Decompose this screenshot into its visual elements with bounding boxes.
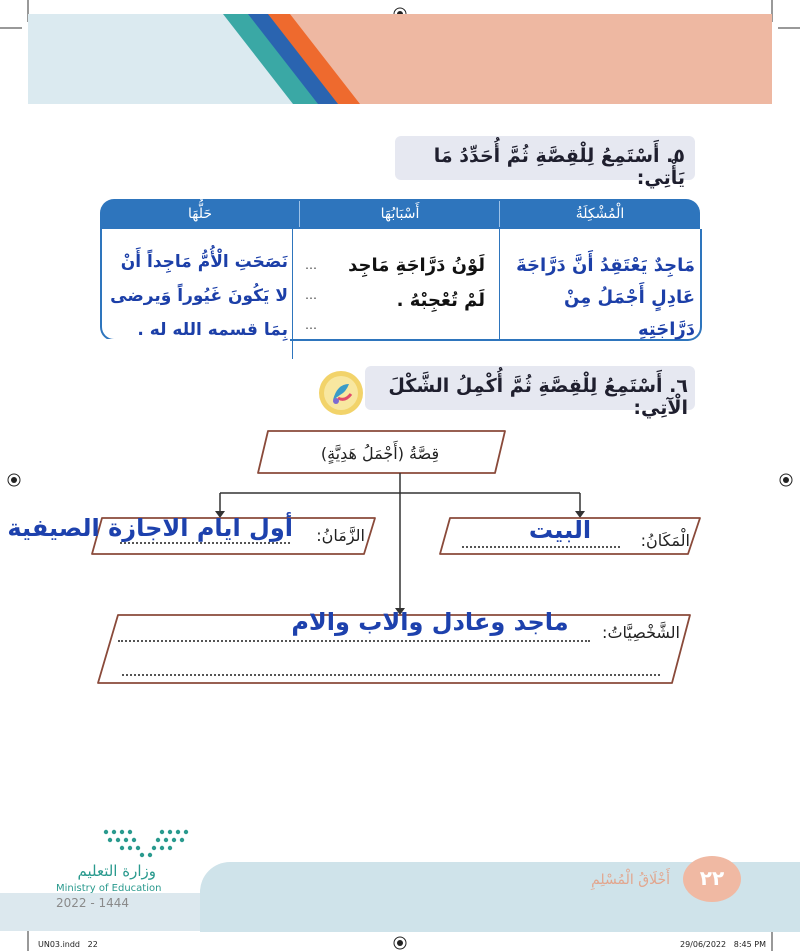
section5-title: ٥. أَسْتَمِعُ لِلْقِصَّةِ ثُمَّ أُحَدِّدُ مَا يَأْتِي: <box>433 145 685 189</box>
problem-cell: مَاجِدٌ يَعْتَقِدُ أَنَّ دَرَّاجَةَ عَادِلٍ أَجْمَلُ مِنْ دَرَّاجَتِهِ <box>516 255 695 340</box>
place-answer: البيت <box>528 516 592 544</box>
characters-answer: ماجد وعادل والاب والام <box>291 608 569 636</box>
ministry-logo-icon <box>100 826 192 860</box>
solution-line-3: بِمَا قسمه الله له . <box>137 320 288 340</box>
column-problem: الْمُشْكِلَةُ <box>575 206 625 222</box>
table-column-divider <box>292 229 293 359</box>
page-number: ٢٢ <box>699 866 725 890</box>
file-name: UN03.indd 22 <box>38 940 98 949</box>
solution-line-1: نَصَحَتِ الْأُمُّ مَاجِداً أَنْ <box>120 252 288 272</box>
ministry-name-ar: وزارة التعليم <box>77 862 156 880</box>
book-title: أَخْلَاقُ الْمُسْلِمِ <box>591 872 670 888</box>
ministry-name-en: Ministry of Education <box>56 883 162 894</box>
time-label: الزَّمَانُ: <box>316 526 365 545</box>
column-solution: حَلُّهَا <box>187 206 212 222</box>
year: 2022 - 1444 <box>56 896 130 910</box>
column-causes: أَسْبَابُهَا <box>380 206 420 222</box>
timestamp: 29/06/2022 8:45 PM <box>680 940 766 949</box>
story-diagram <box>90 425 710 690</box>
solution-line-2: لا يَكُونَ غَيُوراً وَيرضى <box>110 286 288 306</box>
characters-label: الشَّخْصِيَّاتُ: <box>602 623 680 642</box>
table-header-divider <box>499 201 500 227</box>
cause-dots: … … … <box>305 258 317 332</box>
table-header-divider <box>299 201 300 227</box>
story-title: قِصَّةُ (أَجْمَلُ هَدِيَّةٍ) <box>320 444 440 463</box>
header-stripes <box>28 14 772 104</box>
time-answer: أول ايام الاجازة الصيفية <box>7 514 293 542</box>
table-column-divider <box>499 229 500 339</box>
cause-line-2: لَمْ تُعْجِبْهُ . <box>396 290 485 311</box>
place-label: الْمَكَانُ: <box>640 531 690 550</box>
audio-listen-icon[interactable] <box>318 370 364 416</box>
characters-dots-2 <box>122 660 660 676</box>
cause-line-1: لَوْنُ دَرَّاجَةِ مَاجِد <box>348 255 485 276</box>
section6-title: ٦. أَسْتَمِعُ لِلْقِصَّةِ ثُمَّ أُكْمِلُ الشَّكْلَ الْآتِي: <box>388 375 688 419</box>
